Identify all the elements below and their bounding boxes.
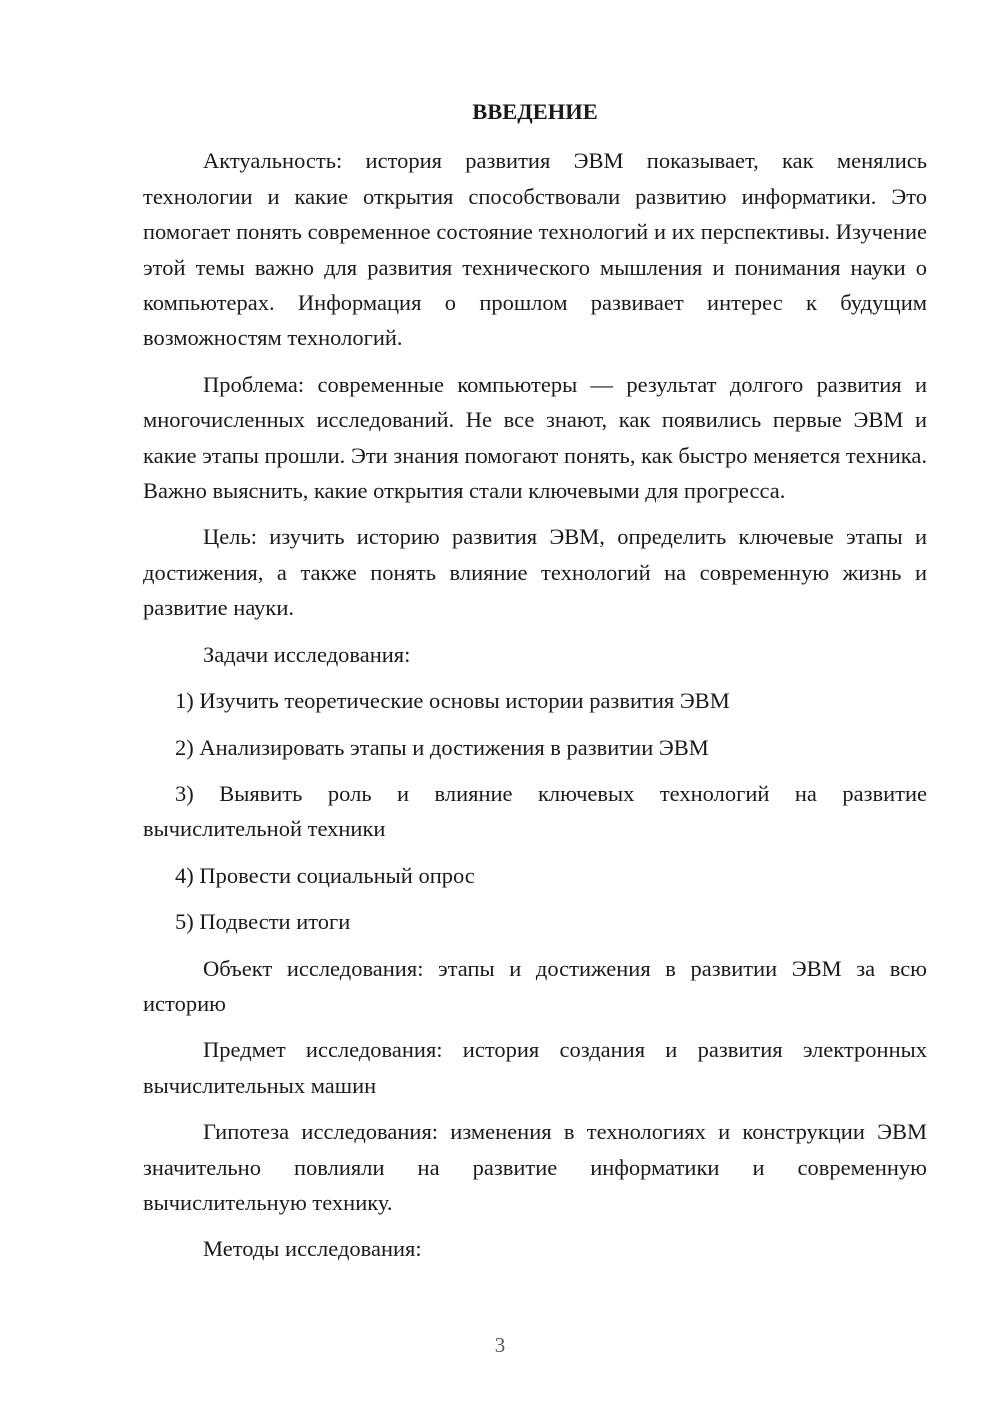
list-item: 5) Подвести итоги — [175, 909, 351, 935]
paragraph-relevance: Актуальность: история развития ЭВМ показывает, как менялись технологии и какие открытия способствовали развитию информатики. Это помогает понять современное состояние технологий и их перспективы. Изучение этой темы важно для развития технического мышления и понимания науки о компьютерах. Информация о прошлом развивает интерес к будущим возможностям технологий. — [143, 148, 927, 351]
tasks-list — [143, 683, 927, 939]
list-item: 1) Изучить теоретические основы истории развития ЭВМ — [175, 688, 730, 714]
page-number: 3 — [494, 1333, 506, 1357]
paragraph-hypothesis: Гипотеза исследования: изменения в технологиях и конструкции ЭВМ значительно повлияли на развитие информатики и современную вычислительную технику. — [143, 1119, 927, 1215]
list-item: 4) Провести социальный опрос — [175, 862, 475, 888]
paragraph-object: Объект исследования: этапы и достижения в развитии ЭВМ за всю историю — [143, 955, 927, 1016]
paragraph-goal: Цель: изучить историю развития ЭВМ, определить ключевые этапы и достижения, а также понять влияние технологий на современную жизнь и развитие науки. — [143, 524, 927, 621]
list-item: 2) Анализировать этапы и достижения в развитии ЭВМ — [175, 734, 709, 760]
section-title: ВВЕДЕНИЕ — [472, 99, 598, 124]
methods-heading: Методы исследования: — [203, 1236, 422, 1262]
paragraph-problem: Проблема: современные компьютеры — результат долгого развития и многочисленных исследований. Не все знают, как появились первые ЭВМ и какие этапы прошли. Эти знания помогают понять, как быстро меняется техника. Важно выяснить, какие открытия стали ключевыми для прогресса. — [143, 371, 927, 504]
paragraph-subject: Предмет исследования: история создания и развития электронных вычислительных машин — [143, 1037, 927, 1098]
tasks-heading: Задачи исследования: — [203, 641, 411, 667]
document-body — [143, 94, 927, 1278]
list-item: 3) Выявить роль и влияние ключевых технологий на развитие вычислительной техники — [143, 780, 927, 842]
